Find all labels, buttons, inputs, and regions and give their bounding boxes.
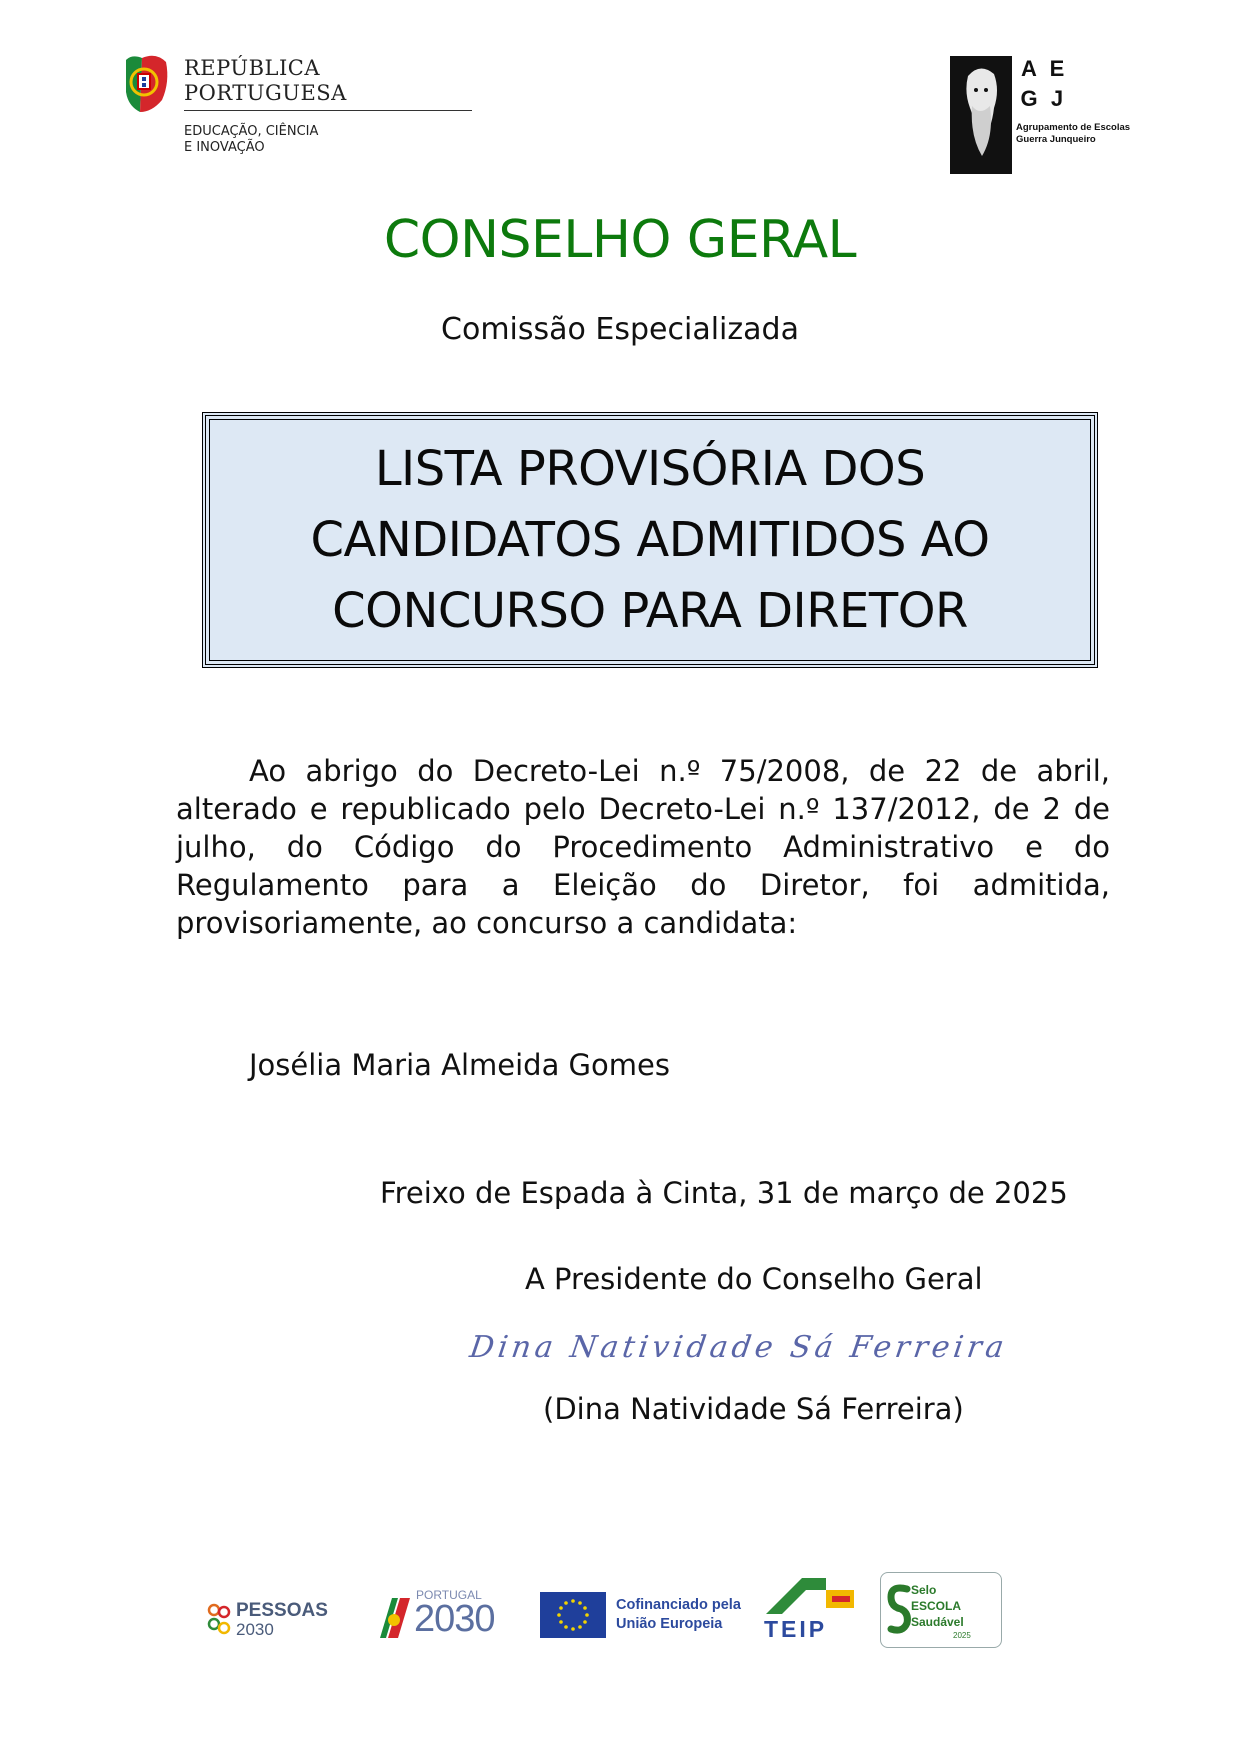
teip-arrow-icon (762, 1574, 858, 1618)
eu-flag-icon (540, 1592, 606, 1638)
funding-logos (0, 1560, 1240, 1660)
candidate-name: Josélia Maria Almeida Gomes (249, 1048, 670, 1082)
signatory-name: (Dina Natividade Sá Ferreira) (543, 1392, 964, 1426)
divider (184, 110, 472, 111)
ministry-line1: EDUCAÇÃO, CIÊNCIA (184, 124, 319, 139)
school-initials (1014, 56, 1070, 112)
initial-letter: A (1021, 56, 1037, 81)
selo-year: 2025 (953, 1631, 971, 1640)
initial-letter: E (1049, 56, 1065, 81)
signatory-role: A Presidente do Conselho Geral (525, 1262, 983, 1296)
ministry-line2: E INOVAÇÃO (184, 140, 265, 155)
selo-s-icon (887, 1583, 911, 1635)
page-subtitle: Comissão Especializada (441, 312, 799, 347)
body-paragraph: Ao abrigo do Decreto-Lei n.º 75/2008, de 22 de abril, alterado e republicado pelo Decreto-Lei n.º 137/2012, de 2 de julho, do Código do Procedimento Administrativo e do Regulamento para a Eleição do Diretor, foi admitida, provisoriamente, ao concurso a candidata: (176, 754, 1110, 940)
heading-box (202, 412, 1098, 668)
portugal-year: 2030 (414, 1598, 495, 1640)
school-name-line1: Agrupamento de Escolas (1016, 122, 1131, 133)
selo-escola-saudavel-logo (880, 1572, 1002, 1648)
selo-label: Selo (911, 1583, 937, 1597)
teip-label: TEIP (764, 1616, 828, 1642)
portugal-flag-icon (378, 1594, 412, 1640)
school-name-line2: Guerra Junqueiro (1016, 134, 1096, 145)
selo-escola: ESCOLA (911, 1599, 962, 1613)
republica-line2: PORTUGUESA (184, 81, 347, 105)
school-logo (950, 56, 1150, 176)
eu-label: Cofinanciado pela União Europeia (616, 1597, 741, 1632)
pessoas-label: PESSOAS (236, 1600, 328, 1621)
portugal-label: PORTUGAL (416, 1588, 482, 1602)
place-and-date: Freixo de Espada à Cinta, 31 de março de 2025 (380, 1176, 1068, 1210)
page-title: CONSELHO GERAL (383, 210, 857, 270)
republica-line1: REPÚBLICA (184, 56, 321, 80)
initial-letter: J (1050, 86, 1064, 111)
republica-portuguesa-logo (122, 52, 362, 162)
pessoas-year: 2030 (236, 1620, 274, 1639)
handwritten-signature: Dina Natividade Sá Ferreira (467, 1330, 1010, 1365)
selo-saudavel: Saudável (911, 1615, 964, 1629)
initial-letter: G (1020, 86, 1038, 111)
portrait-icon (950, 56, 1012, 174)
coat-of-arms-icon (122, 52, 172, 118)
pessoas-icon (206, 1602, 232, 1638)
list-heading: LISTA PROVISÓRIA DOS CANDIDATOS ADMITIDOS AO CONCURSO PARA DIRETOR (310, 440, 990, 639)
